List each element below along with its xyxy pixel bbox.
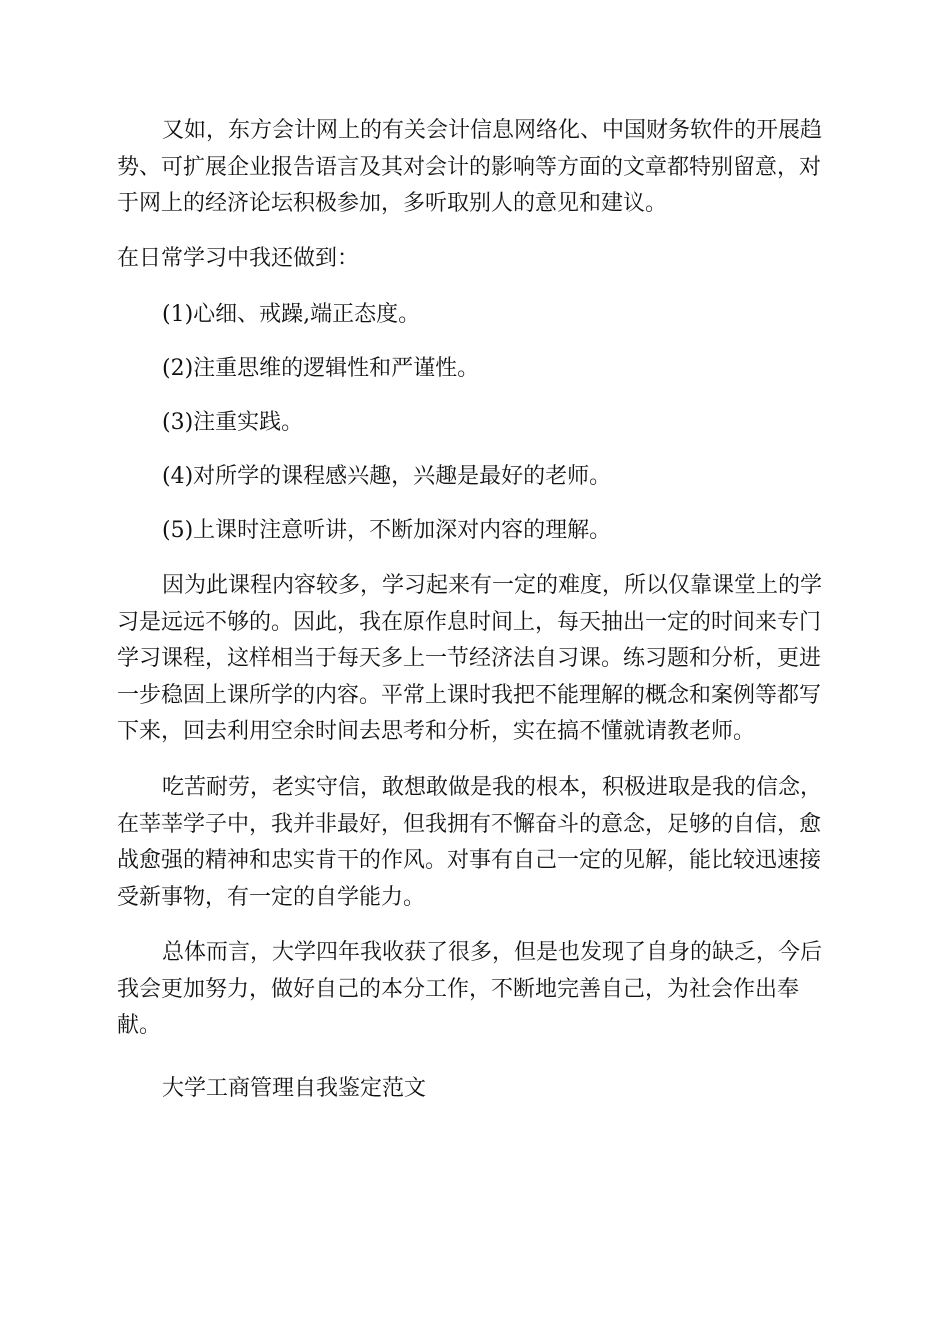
text-line: 战愈强的精神和忠实肯干的作风。对事有自己一定的见解，能比较迅速接 [117, 848, 822, 873]
list-item-3 [117, 405, 837, 442]
section-heading [117, 1071, 837, 1108]
paragraph-summary [117, 935, 837, 1045]
text-line: 在莘莘学子中，我并非最好，但我拥有不懈奋斗的意念，足够的自信，愈 [117, 811, 822, 837]
text-line: 献。 [117, 1013, 162, 1038]
text-line: 下来，回去利用空余时间去思考和分析，实在搞不懂就请教老师。 [117, 719, 756, 744]
text-line: (1)心细、戒躁,端正态度。 [162, 302, 421, 327]
text-line: 我会更加努力，做好自己的本分工作，不断地完善自己，为社会作出奉 [117, 976, 800, 1002]
text-line: (5)上课时注意听讲，不断加深对内容的理解。 [162, 518, 612, 543]
list-item-5 [117, 513, 837, 550]
paragraph-character [117, 770, 837, 916]
text-line: (4)对所学的课程感兴趣，兴趣是最好的老师。 [162, 464, 612, 489]
list-item-1 [117, 297, 837, 334]
text-line: (2)注重思维的逻辑性和严谨性。 [162, 356, 480, 381]
text-line: 习是远远不够的。因此，我在原作息时间上，每天抽出一定的时间来专门 [117, 609, 822, 635]
paragraph-daily-study-intro [117, 241, 837, 278]
text-line: 学习课程，这样相当于每天多上一节经济法自习课。练习题和分析，更进 [117, 646, 822, 671]
paragraph-course-study [117, 568, 837, 751]
text-line: 又如，东方会计网上的有关会计信息网络化、中国财务软件的开展趋 [162, 118, 823, 143]
text-line: 势、可扩展企业报告语言及其对会计的影响等方面的文章都特别留意，对 [117, 154, 822, 180]
paragraph-online-study [117, 113, 837, 223]
text-line: 因为此课程内容较多，学习起来有一定的难度，所以仅靠课堂上的学 [162, 573, 823, 598]
text-line: 总体而言，大学四年我收获了很多，但是也发现了自身的缺乏，今后 [162, 940, 823, 965]
text-line: 受新事物，有一定的自学能力。 [117, 884, 426, 910]
text-line: 一步稳固上课所学的内容。平常上课时我把不能理解的概念和案例等都写 [117, 682, 822, 708]
list-item-4 [117, 459, 837, 496]
text-line: 在日常学习中我还做到： [117, 246, 360, 271]
text-line: 大学工商管理自我鉴定范文 [162, 1076, 427, 1101]
text-line: (3)注重实践。 [162, 410, 304, 435]
text-line: 于网上的经济论坛积极参加，多听取别人的意见和建议。 [117, 191, 668, 216]
list-item-2 [117, 351, 837, 388]
text-line: 吃苦耐劳，老实守信，敢想敢做是我的根本，积极进取是我的信念， [162, 775, 823, 800]
